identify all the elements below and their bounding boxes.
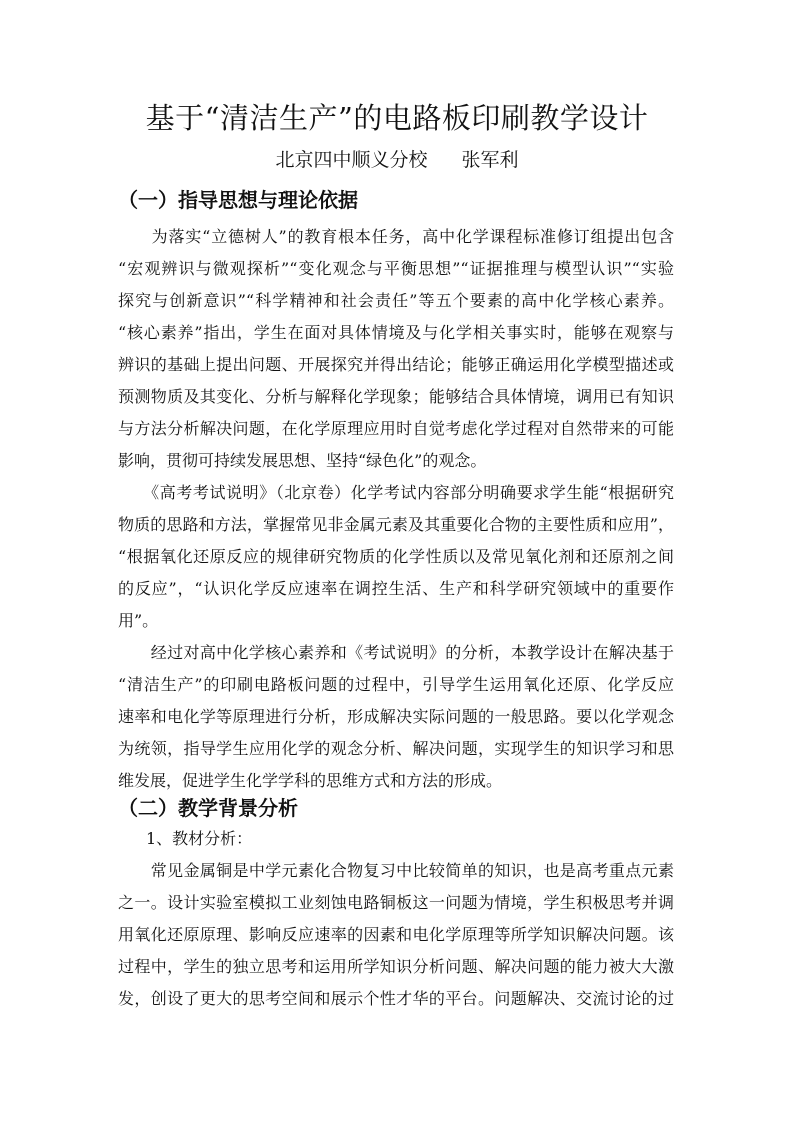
paragraph-line: 物质的思路和方法，掌握常见非金属元素及其重要化合物的主要性质和应用”，	[118, 515, 674, 534]
paragraph-line: 的反应”，“认识化学反应速率在调控生活、生产和科学研究领域中的重要作	[118, 579, 674, 598]
paragraph-line: 辨识的基础上提出问题、开展探究并得出结论；能够正确运用化学模型描述或	[118, 355, 674, 374]
paragraph-line: 《高考考试说明》（北京卷）化学考试内容部分明确要求学生能“根据研究	[118, 483, 674, 502]
paragraph-line: 过程中，学生的独立思考和运用所学知识分析问题、解决问题的能力被大大激	[118, 957, 674, 976]
paragraph-line: 为落实“立德树人”的教育根本任务，高中化学课程标准修订组提出包含	[118, 227, 674, 246]
author-name: 张军利	[461, 149, 519, 171]
paragraph-line: 与方法分析解决问题，在化学原理应用时自觉考虑化学过程对自然带来的可能	[118, 419, 674, 438]
paragraph-line: 用”。	[118, 611, 159, 630]
subheading-textbook-analysis: 1、教材分析：	[146, 829, 253, 848]
paragraph-line: 经过对高中化学核心素养和《考试说明》的分析，本教学设计在解决基于	[118, 643, 674, 662]
paragraph-line: 常见金属铜是中学元素化合物复习中比较简单的知识，也是高考重点元素	[118, 861, 674, 880]
paragraph-line: 预测物质及其变化、分析与解释化学现象；能够结合具体情境，调用已有知识	[118, 387, 674, 406]
paragraph-line: 影响，贯彻可持续发展思想、坚持“绿色化”的观念。	[118, 451, 487, 470]
author-school: 北京四中顺义分校	[275, 149, 428, 171]
paragraph-line: 为统领，指导学生应用化学的观念分析、解决问题，实现学生的知识学习和思	[118, 739, 674, 758]
paragraph-line: “清洁生产”的印刷电路板问题的过程中，引导学生运用氧化还原、化学反应	[118, 675, 674, 694]
section-heading-teaching-background: （二）教学背景分析	[118, 796, 298, 820]
paragraph-line: 发，创设了更大的思考空间和展示个性才华的平台。问题解决、交流讨论的过	[118, 989, 674, 1008]
paragraph-line: “根据氧化还原反应的规律研究物质的化学性质以及常见氧化剂和还原剂之间	[118, 547, 674, 566]
paragraph-line: 探究与创新意识”“科学精神和社会责任”等五个要素的高中化学核心素养。	[118, 291, 674, 310]
paragraph-line: “核心素养”指出，学生在面对具体情境及与化学相关事实时，能够在观察与	[118, 323, 674, 342]
paragraph-line: 速率和电化学等原理进行分析，形成解决实际问题的一般思路。要以化学观念	[118, 707, 674, 726]
document-title: 基于“清洁生产”的电路板印刷教学设计	[145, 101, 649, 135]
section-heading-guiding-ideas: （一）指导思想与理论依据	[118, 188, 358, 212]
paragraph-line: “宏观辨识与微观探析”“变化观念与平衡思想”“证据推理与模型认识”“实验	[118, 259, 674, 278]
paragraph-line: 维发展，促进学生化学学科的思维方式和方法的形成。	[118, 771, 503, 790]
author-line	[0, 146, 794, 174]
paragraph-line: 之一。设计实验室模拟工业刻蚀电路铜板这一问题为情境，学生积极思考并调	[118, 893, 674, 912]
paragraph-line: 用氧化还原原理、影响反应速率的因素和电化学原理等所学知识解决问题。该	[118, 925, 674, 944]
